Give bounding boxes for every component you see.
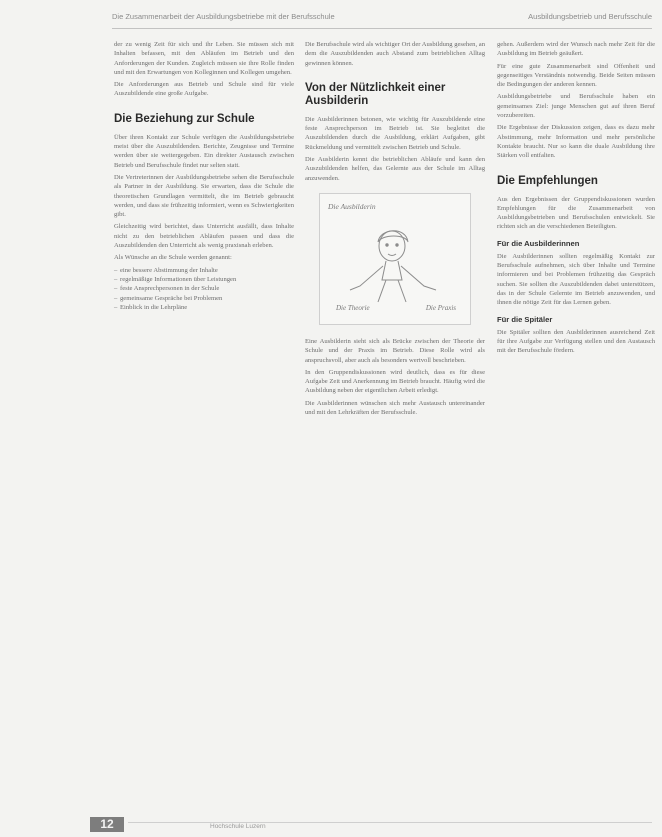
paragraph: Als Wünsche an die Schule werden genannt:: [114, 254, 232, 262]
paragraph: Eine Ausbilderin sieht sich als Brücke zwischen der Theorie der Schule und der Praxis im Betrieb. Diese Rolle wird als anspruchsvoll, aber auch als besonders wertvoll beschrieben.: [305, 337, 485, 364]
paragraph: Die Vertreterinnen der Ausbildungsbetriebe sehen die Berufsschule als Partner in der Ausbildung. Sie erwarten, dass die Schule die theoretischen Grundlagen vermittelt, die im Betrieb gebraucht werden, und dass sie frühzeitig informiert, wenn es Schwierigkeiten gibt.: [114, 173, 294, 219]
list-item: – eine bessere Abstimmung der Inhalte: [114, 266, 294, 275]
paragraph: Über ihren Kontakt zur Schule verfügen die Ausbildungsbetriebe meist über die Auszubildenden. Berichte, Zeugnisse und Termine werden über sie weitergegeben. Ein direkter Austausch zwischen Betrieb und Berufsschule findet nur selten statt.: [114, 133, 294, 169]
header-rule: [112, 28, 652, 29]
figure-title: Die Ausbilderin: [328, 201, 376, 211]
paragraph: Die Spitäler sollten den Ausbilderinnen ausreichend Zeit für ihre Aufgabe zur Verfügung stellen und den Austausch mit der Berufsschule fördern.: [497, 328, 655, 355]
paragraph: Die Ausbilderinnen sollten regelmäßig Kontakt zur Berufsschule aufnehmen, sich über Inhalte und Termine informieren und bei Problemen frühzeitig das Gespräch suchen. Sie sollten die Auszubildenden dabei unterstützen, das in der Schule Gelernte im Betrieb anzuwenden, und ihnen die nötige Zeit für das Lernen geben.: [497, 252, 655, 307]
column-2: [305, 40, 485, 420]
paragraph: Die Ergebnisse der Diskussion zeigen, dass es dazu mehr Abstimmung, mehr Information und mehr persönliche Kontakte braucht. Nur so kann die duale Ausbildung ihre Stärken voll entfalten.: [497, 124, 655, 160]
column-3: [497, 40, 655, 358]
paragraph: Die Ausbilderin kennt die betrieblichen Abläufe und kann den Auszubildenden helfen, das Gelernte aus der Schule im Alltag anzuwenden.: [305, 156, 485, 182]
page-number: 12: [90, 817, 124, 832]
section-heading-empfehlungen: Die Empfehlungen: [497, 174, 598, 187]
list-item: – gemeinsame Gespräche bei Problemen: [114, 294, 294, 303]
paragraph: Die Ausbilderinnen betonen, wie wichtig für Auszubildende eine feste Ansprechperson im Betrieb ist. Sie begleitet die Auszubildenden durch die Ausbildung, erklärt Aufgaben, gibt Rückmeldung und vermittelt zwischen Betrieb und Schule.: [305, 115, 485, 151]
list-item: – feste Ansprechpersonen in der Schule: [114, 284, 294, 293]
paragraph: Die Berufsschule wird als wichtiger Ort der Ausbildung gesehen, an dem die Auszubildenden auch Abstand zum betrieblichen Alltag gewinnen können.: [305, 41, 485, 67]
footer-text: Hochschule Luzern: [210, 823, 266, 830]
subheading-ausbilderinnen: Für die Ausbilderinnen: [497, 238, 580, 248]
paragraph: Die Anforderungen aus Betrieb und Schule sind für viele Auszubildende eine große Aufgabe.: [114, 81, 294, 98]
paragraph: Die Ausbilderinnen wünschen sich mehr Austausch untereinander und mit den Lehrkräften der Berufsschule.: [305, 399, 485, 417]
paragraph: Ausbildungsbetriebe und Berufsschule haben ein gemeinsames Ziel: junge Menschen gut auf ihren Beruf vorzubereiten.: [497, 93, 655, 120]
list-item: – regelmäßige Informationen über Leistungen: [114, 275, 294, 284]
running-header-right: Ausbildungsbetrieb und Berufsschule: [528, 12, 652, 21]
subheading-spitaeler: Für die Spitäler: [497, 314, 553, 324]
running-header: [112, 12, 652, 26]
paragraph: Für eine gute Zusammenarbeit sind Offenheit und gegenseitiges Verständnis notwendig. Beide Seiten müssen die Bedingungen der anderen kennen.: [497, 62, 655, 89]
running-header-left: Die Zusammenarbeit der Ausbildungsbetriebe mit der Berufsschule: [112, 12, 335, 21]
list-item: – Einblick in die Lehrpläne: [114, 303, 294, 312]
paragraph: Gleichzeitig wird berichtet, dass Unterricht ausfällt, dass Inhalte nicht zu den betrieblichen Abläufen passen und dass die Auszubildenden den Unterricht als wenig praxisnah erleben.: [114, 223, 294, 250]
footer-rule: [128, 822, 652, 823]
column-1: [114, 40, 294, 315]
paragraph: der zu wenig Zeit für sich und ihr Leben. Sie müssen sich mit Inhalten befassen, mit den Abläufen im Betrieb und den Anforderungen der Kunden. Zugleich müssen sie ihre Rolle finden und mit den Erwartungen von Kolleginnen und Kollegen umgehen.: [114, 41, 294, 76]
figure-label-theorie: Die Theorie: [336, 303, 370, 312]
section-heading-ausbilderin: Von der Nützlichkeit einer Ausbilderin: [305, 81, 446, 107]
paragraph: gehen. Außerdem wird der Wunsch nach mehr Zeit für die Ausbildung im Betrieb geäußert.: [497, 41, 655, 58]
figure-label-praxis: Die Praxis: [425, 303, 456, 312]
ausbilderin-illustration: [319, 193, 471, 325]
section-heading-schule: Die Beziehung zur Schule: [114, 112, 255, 125]
paragraph: In den Gruppendiskussionen wird deutlich, dass es für diese Aufgabe Zeit und Anerkennung im Betrieb braucht. Häufig wird die Ausbildung neben der eigentlichen Arbeit erledigt.: [305, 368, 485, 395]
paragraph: Aus den Ergebnissen der Gruppendiskussionen wurden Empfehlungen für die Zusammenarbeit von Ausbildungsbetrieben und Berufsschulen entwickelt. Sie richten sich an die verschiedenen Beteiligten.: [497, 195, 655, 231]
wishes-list: [114, 266, 294, 312]
